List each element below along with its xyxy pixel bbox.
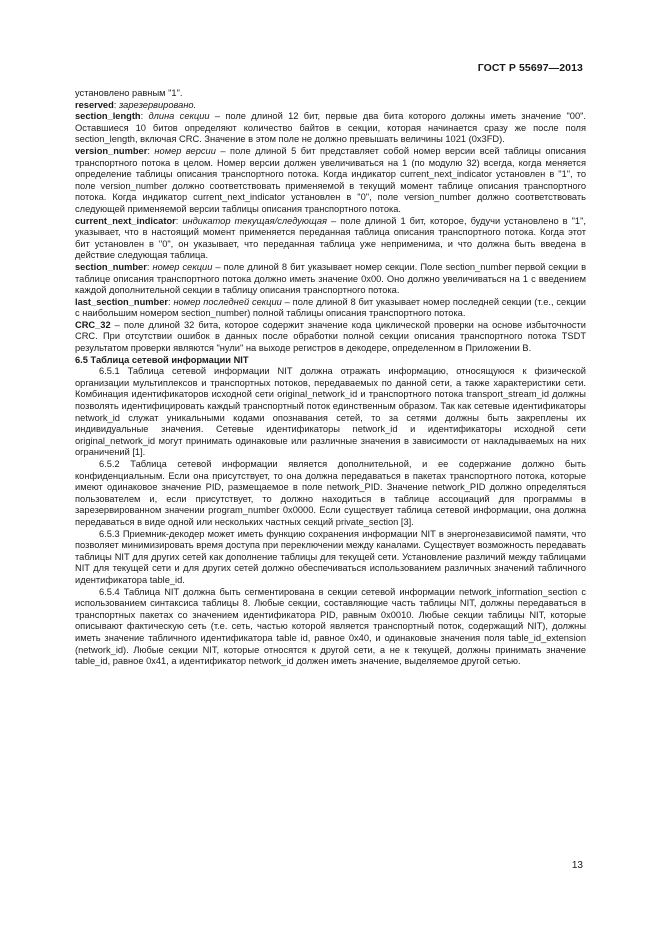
field-description: номер секции xyxy=(152,261,213,272)
field-term: section_length xyxy=(75,111,141,122)
field-sep: : xyxy=(140,111,149,122)
field-section-length xyxy=(75,111,586,146)
field-sep: : xyxy=(113,99,119,110)
field-text: – поле длиной 32 бита, которое содержит значение кода циклической проверки на основе избыточности CRC. При отсутствии ошибок в данных после обработки полной секции описания транспортного потока TSDT результатом проверки являются "нули" на выходе регистров в декодере, определенном в Приложении B. xyxy=(75,319,586,354)
field-version-number xyxy=(75,146,586,216)
field-sep: : xyxy=(175,215,183,226)
field-term: CRC_32 xyxy=(75,319,111,330)
paragraph-continuation: установлено равным "1". xyxy=(75,88,183,98)
section-heading-text: 6.5 Таблица сетевой информации NIT xyxy=(75,354,249,365)
section-heading xyxy=(75,355,586,367)
field-sep: : xyxy=(168,296,174,307)
field-sep: : xyxy=(146,261,153,272)
paragraph-6-5-2: 6.5.2 Таблица сетевой информации является дополнительной, и ее содержание должно быть конфиденциальным. Если она присутствует, то она должна передаваться в пакетах транспортного потока, которые имеют одинаковое значение PID, размещаемое в поле network_PID. Значение network_PID должно определяться пользователем и, если присутствует, то должно находиться в таблице ассоциаций для программы в зарезервированном значении program_number 0x0000. Если существует таблица сетевой информации, она должна передаваться в виде одной или нескольких частных секций private_section [3]. xyxy=(75,459,586,527)
paragraph-6-5-3: 6.5.3 Приемник-декодер может иметь функцию сохранения информации NIT в энергонезависимой памяти, что позволяет минимизировать время доступа при переключении между каналами. Существует возможность передавать таблицы NIT для других сетей как дополнение таблицы для текущей сети. Установление различий между таблицами NIT для текущей сети и для других сетей должно обеспечиваться использованием различных значений табличного идентификатора table_id. xyxy=(75,528,586,585)
field-description: зарезервировано. xyxy=(118,99,197,110)
field-term: current_next_indicator xyxy=(75,215,176,226)
page-body xyxy=(75,88,586,668)
field-last-section-number xyxy=(75,297,586,320)
field-text: – поле длиной 1 бит, которое, будучи установлено в "1", указывает, что в настоящий момент применяется переданная таблица описания транспортного потока. Когда этот бит установлен в "0", он указывает, что переданная таблица уже неприменима, и что должна быть введена в действие следующая таблица. xyxy=(75,215,586,261)
field-term: last_section_number xyxy=(75,296,169,307)
document-id: ГОСТ Р 55697—2013 xyxy=(477,62,583,74)
field-description: номер версии xyxy=(154,145,216,156)
field-sep: : xyxy=(147,145,155,156)
field-term: section_number xyxy=(75,261,147,272)
field-current-next-indicator xyxy=(75,216,586,262)
field-term: version_number xyxy=(75,145,148,156)
paragraph-6-5-1: 6.5.1 Таблица сетевой информации NIT должна отражать информацию, относящуюся к физической организации мультиплексов и транспортных потоков, передаваемых по данной сети, а также характеристики сети. Комбинация идентификаторов исходной сети original_network_id и транспортного потока transport_stream_id должны позволять идентифицировать каждый транспортный поток единственным образом. Так как сетевые идентификаторы network_id служат уникальными кодами опознавания сетей, то за сетями должны быть закреплены их индивидуальные значения. Сетевые идентификаторы network_id и идентификаторы исходной сети original_network_id могут принимать одинаковые или различные значения в зависимости от накладываемых на них ограничений [1]. xyxy=(75,366,586,458)
field-description: индикатор текущая/следующая xyxy=(182,215,328,226)
field-text: – поле длиной 12 бит, первые два бита которого должны иметь значение "00". Оставшиеся 10 битов определяют количество байтов в секции, которая начинается сразу же после поля section_length, включая CRC. Значение в этом поле не должно превышать величины 1021 (0x3FD). xyxy=(75,111,587,145)
field-text: – поле длиной 8 бит указывает номер последней секции (т.е., секции с наибольшим номером section_number) полной таблицы описания транспортного потока. xyxy=(75,296,586,319)
page-number: 13 xyxy=(571,860,583,871)
paragraph-6-5-4: 6.5.4 Таблица NIT должна быть сегментирована в секции сетевой информации network_information_section с использованием синтаксиса таблицы 8. Любые секции, составляющие часть таблицы NIT, должны передаваться в транспортных пакетах со значением идентификатора PID, равным 0x0010. Любые секции таблицы NIT, которые описывают фактическую сеть (т.е. сеть, частью которой является транспортный поток, содержащий NIT), должны иметь значение табличного идентификатора table id, равное 0x40, и одинаковые значения поля table_id_extension (network_id). Любые секции NIT, которые относятся к другой сети, а не к текущей, должны принимать значение table_id, равное 0x41, а идентификатор network_id должен иметь значение, выделяемое другой сетью. xyxy=(75,586,586,667)
field-crc-32 xyxy=(75,320,586,355)
field-description: номер последней секции xyxy=(173,296,282,307)
field-section-number xyxy=(75,262,586,297)
field-text: – поле длиной 5 бит представляет собой номер версии всей таблицы описания транспортного потока в целом. Номер версии должен увеличиваться на 1 (по модулю 32) всегда, когда меняется определение таблицы описания транспортного потока. Когда индикатор current_next_indicator установлен в "1", то поле version_number должно соответствовать применяемой в текущий момент таблице описания транспортного потока. Когда индикатор current_next_indicator установлен в "0", поле version_number должно соответствовать следующей применяемой версии таблицы описания транспортного потока. xyxy=(75,145,586,214)
field-text: – поле длиной 8 бит указывает номер секции. Поле section_number первой секции в таблице описания транспортного потока должно иметь значение 0x00. Оно должно увеличиваться на 1 с введением каждой дополнительной секции в таблицу описания транспортного потока. xyxy=(75,261,587,296)
field-reserved xyxy=(75,100,586,112)
field-term: reserved xyxy=(75,99,114,110)
field-description: длина секции xyxy=(148,111,210,122)
